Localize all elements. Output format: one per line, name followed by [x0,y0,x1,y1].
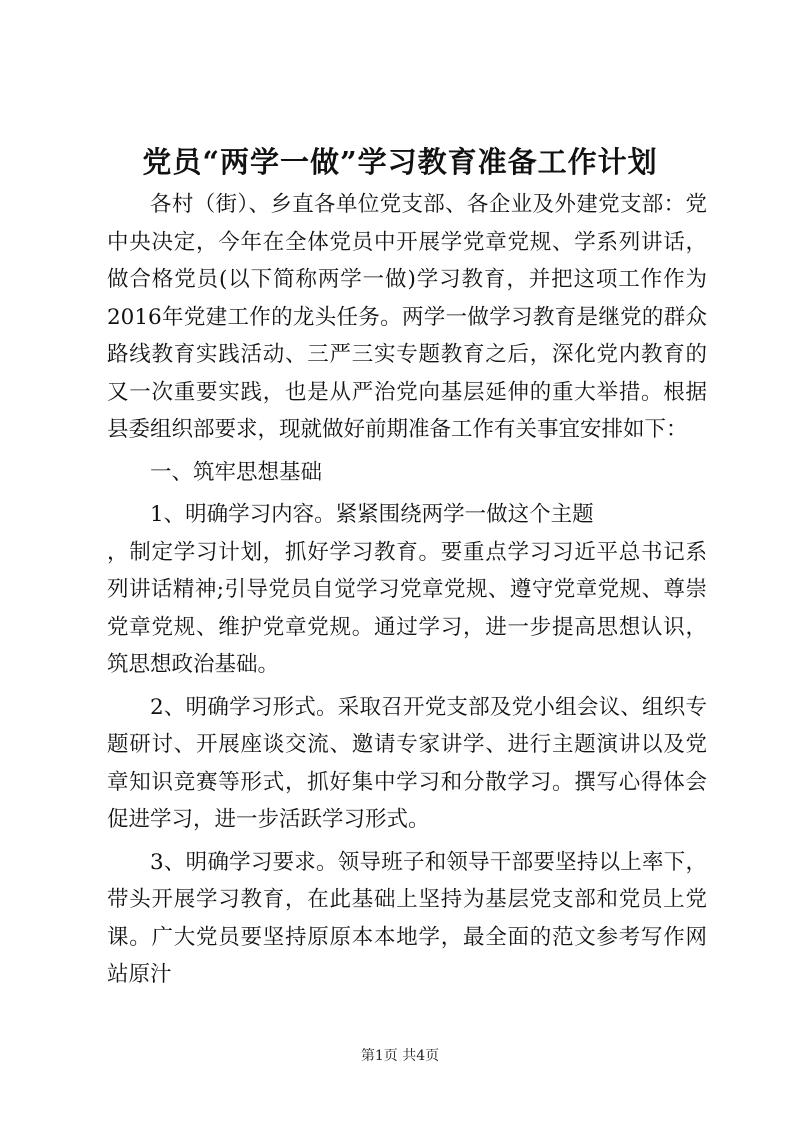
paragraph-item-3: 3、明确学习要求。领导班子和领导干部要坚持以上率下，带头开展学习教育，在此基础上坚持为基层党支部和党员上党课。广大党员要坚持原原本本地学，最全面的范文参考写作网站原汁 [107,849,707,987]
paragraph-item-1-heading: 1、明确学习内容。紧紧围绕两学一做这个主题 [150,502,594,527]
page-number-footer: 第1页 共4页 [360,1048,440,1064]
document-body [107,186,707,994]
paragraph-intro: 各村（街）、乡直各单位党支部、各企业及外建党支部：党中央决定，今年在全体党员中开展学党章党规、学系列讲话，做合格党员(以下简称两学一做)学习教育，并把这项工作作为2016年党建工作的龙头任务。两学一做学习教育是继党的群众路线教育实践活动、三严三实专题教育之后，深化党内教育的又一次重要实践，也是从严治党向基层延伸的重大举措。根据县委组织部要求，现就做好前期准备工作有关事宜安排如下： [107,192,707,442]
paragraph-item-1-body: ，制定学习计划，抓好学习教育。要重点学习习近平总书记系列讲话精神;引导党员自觉学习党章党规、遵守党章党规、尊崇党章党规、维护党章党规。通过学习，进一步提高思想认识，筑思想政治基础。 [107,539,707,677]
paragraph-item-2: 2、明确学习形式。采取召开党支部及党小组会议、组织专题研讨、开展座谈交流、邀请专家讲学、进行主题演讲以及党章知识竞赛等形式，抓好集中学习和分散学习。撰写心得体会促进学习，进一步活跃学习形式。 [107,694,707,832]
document-title: 党员“两学一做”学习教育准备工作计划 [142,145,658,179]
section-heading: 一、筑牢思想基础 [150,459,323,485]
